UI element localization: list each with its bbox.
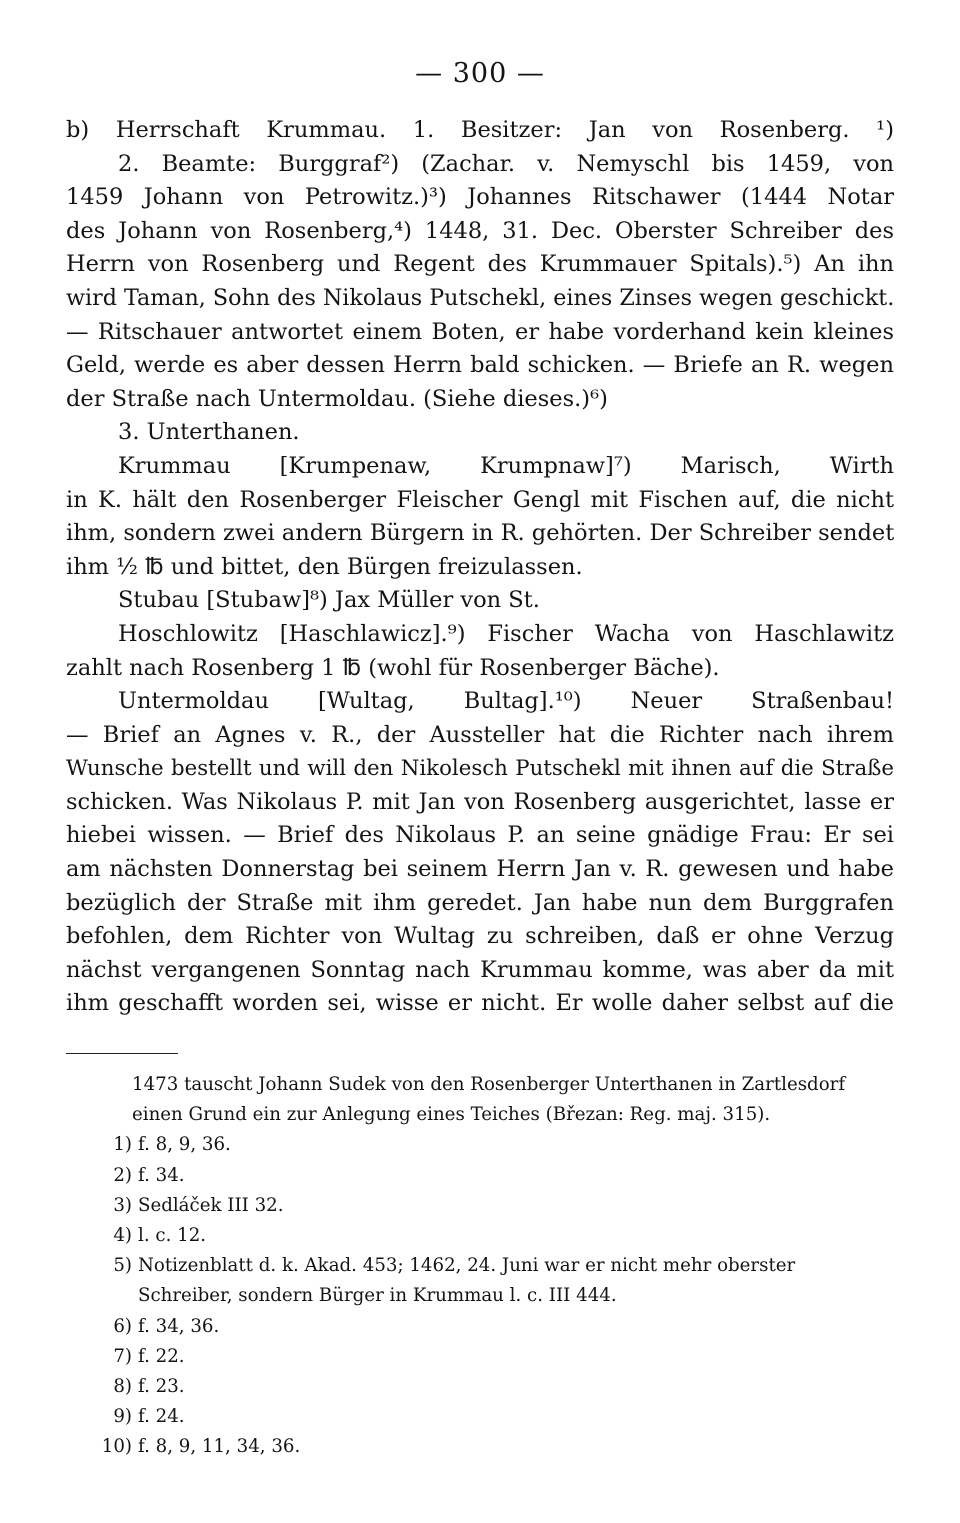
text-line: Hoschlowitz [Haschlawicz].⁹) Fischer Wacha von Haschlawitz <box>118 620 894 647</box>
body-text <box>66 114 894 1021</box>
footnote-text: f. 34, 36. <box>138 1315 220 1337</box>
footnote-number: 3) <box>113 1194 132 1216</box>
footnote-intro-line: 1473 tauscht Johann Sudek von den Rosenberger Unterthanen in Zartlesdorf <box>132 1074 846 1095</box>
footnotes <box>88 1070 896 1462</box>
footnote-text: f. 8, 9, 11, 34, 36. <box>138 1436 301 1458</box>
footnote <box>88 1191 896 1221</box>
footnote-intro-line: einen Grund ein zur Anlegung eines Teiches (Březan: Reg. maj. 315). <box>132 1104 771 1126</box>
footnote <box>88 1312 896 1342</box>
section-heading: 3. Unterthanen. <box>118 419 300 446</box>
footnote-number: 6) <box>113 1315 132 1337</box>
footnote-text: f. 8, 9, 36. <box>138 1134 231 1156</box>
footnote-text: l. c. 12. <box>138 1224 207 1246</box>
text-line: befohlen, dem Richter von Wultag zu schreiben, daß er ohne Verzug <box>66 923 894 950</box>
text-line: — Brief an Agnes v. R., der Aussteller hat die Richter nach ihrem <box>66 721 894 748</box>
text-line: Geld, werde es aber dessen Herrn bald schicken. — Briefe an R. wegen <box>66 352 894 379</box>
text-line: am nächsten Donnerstag bei seinem Herrn Jan v. R. gewesen und habe <box>66 856 894 883</box>
footnote <box>88 1372 896 1402</box>
footnote <box>88 1432 896 1462</box>
text-line: Untermoldau [Wultag, Bultag].¹⁰) Neuer Straßenbau! <box>118 688 894 715</box>
text-line: nächst vergangenen Sonntag nach Krummau komme, was aber da mit <box>66 956 894 983</box>
text-line: ihm ½ ℔ und bittet, den Bürgen freizulassen. <box>66 553 583 580</box>
text-line: wird Taman, Sohn des Nikolaus Putschekl, eines Zinses wegen geschickt. <box>66 284 895 311</box>
text-line: in K. hält den Rosenberger Fleischer Gengl mit Fischen auf, die nicht <box>66 486 894 513</box>
footnote-text: Sedláček III 32. <box>138 1194 284 1216</box>
footnote-text: f. 24. <box>138 1406 185 1428</box>
footnote-number: 5) <box>113 1255 132 1277</box>
text-line: des Johann von Rosenberg,⁴) 1448, 31. Dec. Oberster Schreiber des <box>66 217 894 244</box>
footnote-number: 2) <box>113 1164 132 1186</box>
text-line: Stubau [Stubaw]⁸) Jax Müller von St. <box>118 587 540 614</box>
footnote-number: 10) <box>101 1436 132 1458</box>
footnote-number: 9) <box>113 1406 132 1428</box>
text-line: 2. Beamte: Burggraf²) (Zachar. v. Nemyschl bis 1459, von <box>118 150 894 177</box>
footnote-text: f. 22. <box>138 1345 185 1367</box>
text-line: ihm geschafft worden sei, wisse er nicht. Er wolle daher selbst auf die <box>66 990 894 1017</box>
text-line: ihm, sondern zwei andern Bürgern in R. gehörten. Der Schreiber sendet <box>66 520 895 547</box>
footnote <box>88 1130 896 1160</box>
footnote-number: 4) <box>113 1224 132 1246</box>
footnote-continuation: Schreiber, sondern Bürger in Krummau l. c. III 444. <box>138 1285 617 1307</box>
text-line: — Ritschauer antwortet einem Boten, er habe vorderhand kein kleines <box>66 318 894 345</box>
footnote <box>88 1161 896 1191</box>
text-line: Herrn von Rosenberg und Regent des Krummauer Spitals).⁵) An ihn <box>66 251 894 278</box>
text-line: schicken. Was Nikolaus P. mit Jan von Rosenberg ausgerichtet, lasse er <box>66 788 894 815</box>
text-line: 1459 Johann von Petrowitz.)³) Johannes Ritschawer (1444 Notar <box>66 184 894 211</box>
footnote <box>88 1402 896 1432</box>
footnote <box>88 1221 896 1251</box>
footnote-number: 8) <box>113 1375 132 1397</box>
footnote <box>88 1251 896 1281</box>
page-number: — 300 — <box>415 58 545 89</box>
text-line: Wunsche bestellt und will den Nikolesch Putschekl mit ihnen auf die Straße <box>66 756 894 782</box>
footnote-text: Notizenblatt d. k. Akad. 453; 1462, 24. Juni war er nicht mehr oberster <box>138 1255 796 1277</box>
footnote-number: 1) <box>113 1134 132 1156</box>
footnote-text: f. 34. <box>138 1164 185 1186</box>
footnote-text: f. 23. <box>138 1375 185 1397</box>
text-line: der Straße nach Untermoldau. (Siehe dieses.)⁶) <box>66 385 608 412</box>
text-line: Krummau [Krumpenaw, Krumpnaw]⁷) Marisch, Wirth <box>118 452 894 479</box>
text-line: zahlt nach Rosenberg 1 ℔ (wohl für Rosenberger Bäche). <box>66 654 720 681</box>
footnote-divider <box>66 1053 178 1054</box>
text-line: b) Herrschaft Krummau. 1. Besitzer: Jan von Rosenberg. ¹) <box>66 117 894 143</box>
text-line: bezüglich der Straße mit ihm geredet. Jan habe nun dem Burggrafen <box>66 889 894 916</box>
footnote-number: 7) <box>113 1345 132 1367</box>
footnote <box>88 1342 896 1372</box>
text-line: hiebei wissen. — Brief des Nikolaus P. an seine gnädige Frau: Er sei <box>66 822 894 849</box>
